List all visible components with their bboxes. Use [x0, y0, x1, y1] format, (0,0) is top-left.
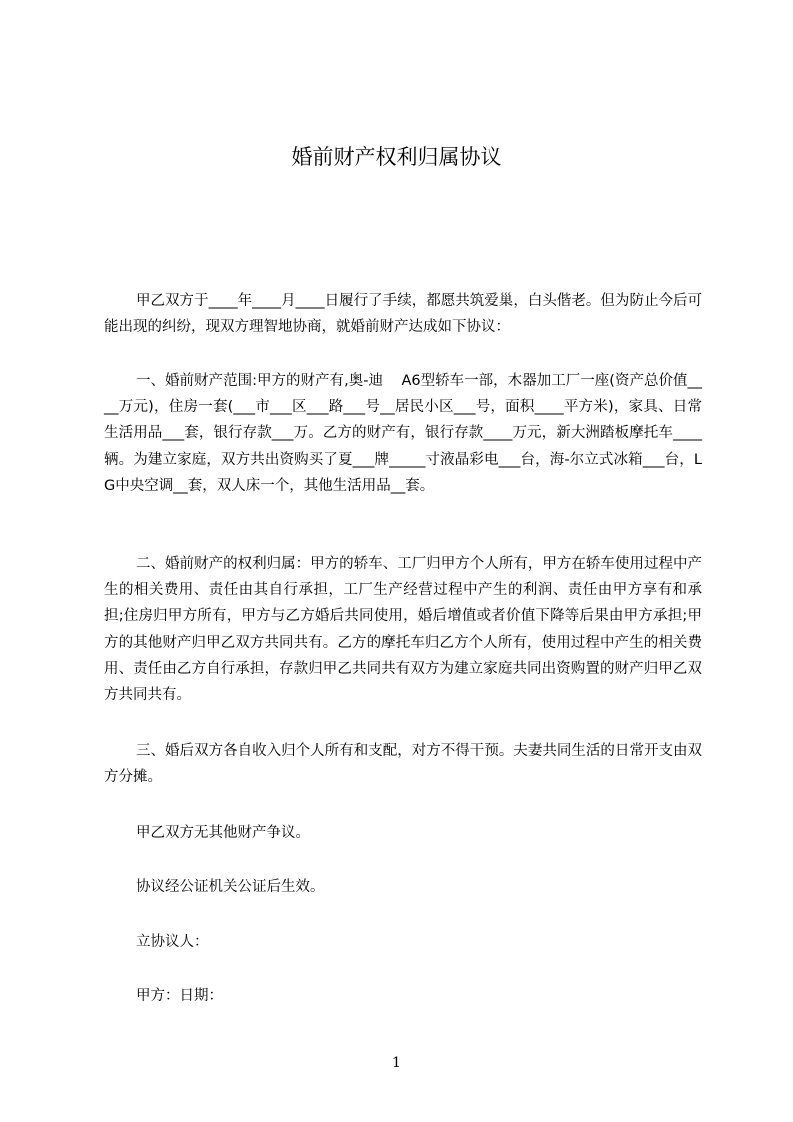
section-1-premarital-property-scope: 一、婚前财产范围:甲方的财产有,奥-迪 A6型轿车一部，木器加工厂一座(资产总价值____万元)，住房一套(___市___区___路___号__居民小区___号，面积____平方米)，家具、日常生活用品___套，银行存款___万。乙方的财产有，银行存款____万元，新大洲踏板摩托车____辆。为建立家庭，双方共出资购买了夏___牌_____寸液晶彩电___台，海-尔立式冰箱___台，LG中央空调__套，双人床一个，其他生活用品__套。: [104, 373, 702, 494]
party-a-date-line: 甲方：日期：: [136, 988, 223, 1004]
section-2-property-ownership: 二、婚前财产的权利归属：甲方的轿车、工厂归甲方个人所有，甲方在轿车使用过程中产生的相关费用、责任由其自行承担，工厂生产经营过程中产生的利润、责任由甲方享有和承担;住房归甲方所有，甲方与乙方婚后共同使用，婚后增值或者价值下降等后果由甲方承担;甲方的其他财产归甲乙双方共同共有。乙方的摩托车归乙方个人所有，使用过程中产生的相关费用、责任由乙方自行承担，存款归甲乙共同共有双方为建立家庭共同出资购置的财产归甲乙双方共同共有。: [104, 556, 702, 704]
no-dispute-statement: 甲乙双方无其他财产争议。: [136, 825, 310, 841]
document-title: 婚前财产权利归属协议: [291, 145, 502, 169]
section-3-post-marital-income: 三、婚后双方各自收入归个人所有和支配，对方不得干预。夫妻共同生活的日常开支由双方分摊。: [104, 743, 702, 786]
notarization-clause: 协议经公证机关公证后生效。: [136, 879, 325, 895]
signatories-label: 立协议人：: [136, 934, 209, 950]
page-number: 1: [392, 1055, 401, 1071]
intro-paragraph: 甲乙双方于____年____月____日履行了手续，都愿共筑爱巢，白头偕老。但为防止今后可能出现的纠纷，现双方理智地协商，就婚前财产达成如下协议：: [104, 293, 702, 336]
